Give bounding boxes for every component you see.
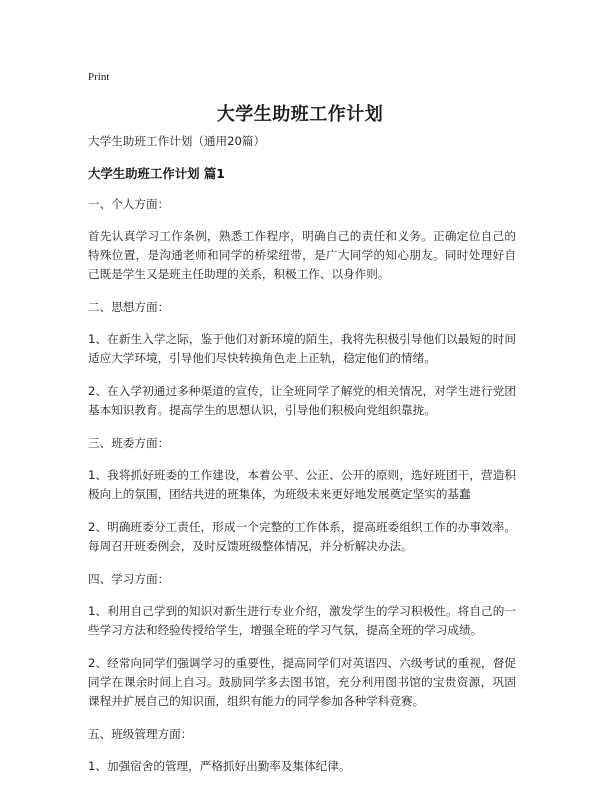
- section-title: 大学生助班工作计划 篇1: [88, 166, 225, 181]
- section-heading: 二、思想方面：: [88, 300, 170, 314]
- paragraph: 1、加强宿舍的管理，严格抓好出勤率及集体纪律。: [88, 759, 351, 773]
- section-heading: 五、班级管理方面：: [88, 727, 193, 741]
- paragraph: 1、利用自己学到的知识对新生进行专业介绍，激发学生的学习积极性。将自己的一些学习方法和经验传授给学生，增强全班的学习气氛，提高全班的学习成绩。: [88, 604, 516, 637]
- section-heading: 四、学习方面：: [88, 572, 170, 586]
- paragraph: 2、明确班委分工责任，形成一个完整的工作体系，提高班委组织工作的办事效率。每周召开班委例会，及时反馈班级整体情况，并分析解决办法。: [88, 520, 516, 553]
- print-link[interactable]: Print: [88, 71, 110, 83]
- document-subtitle: 大学生助班工作计划（通用20篇）: [88, 134, 266, 148]
- document-body: [88, 132, 516, 790]
- paragraph: 2、在入学初通过多种渠道的宣传，让全班同学了解党的相关情况，对学生进行党团基本知识教育。提高学生的思想认识，引导他们积极向党组织靠拢。: [88, 384, 516, 417]
- section-heading: 一、个人方面：: [88, 197, 170, 211]
- paragraph: 2、经常向同学们强调学习的重要性，提高同学们对英语四、六级考试的重视，督促同学在课余时间上自习。鼓励同学多去图书馆，充分利用图书馆的宝贵资源，巩固课程并扩展自己的知识面，组织有能力的同学参加各种学科竞赛。: [88, 656, 516, 708]
- paragraph: 1、我将抓好班委的工作建设，本着公平、公正、公开的原则，选好班团干，营造积极向上的氛围，团结共进的班集体，为班级未来更好地发展奠定坚实的基蠢: [88, 468, 516, 501]
- page-title: 大学生助班工作计划: [216, 104, 384, 125]
- paragraph: 首先认真学习工作条例，熟悉工作程序，明确自己的责任和义务。正确定位自己的特殊位置，是沟通老师和同学的桥梁纽带，是广大同学的知心朋友。同时处理好自己既是学生又是班主任助理的关系，积极工作、以身作则。: [88, 229, 516, 281]
- section-heading: 三、班委方面：: [88, 436, 170, 450]
- paragraph: 1、在新生入学之际，鉴于他们对新环境的陌生，我将先积极引导他们以最短的时间适应大学环境，引导他们尽快转换角色走上正轨，稳定他们的情绪。: [88, 332, 516, 365]
